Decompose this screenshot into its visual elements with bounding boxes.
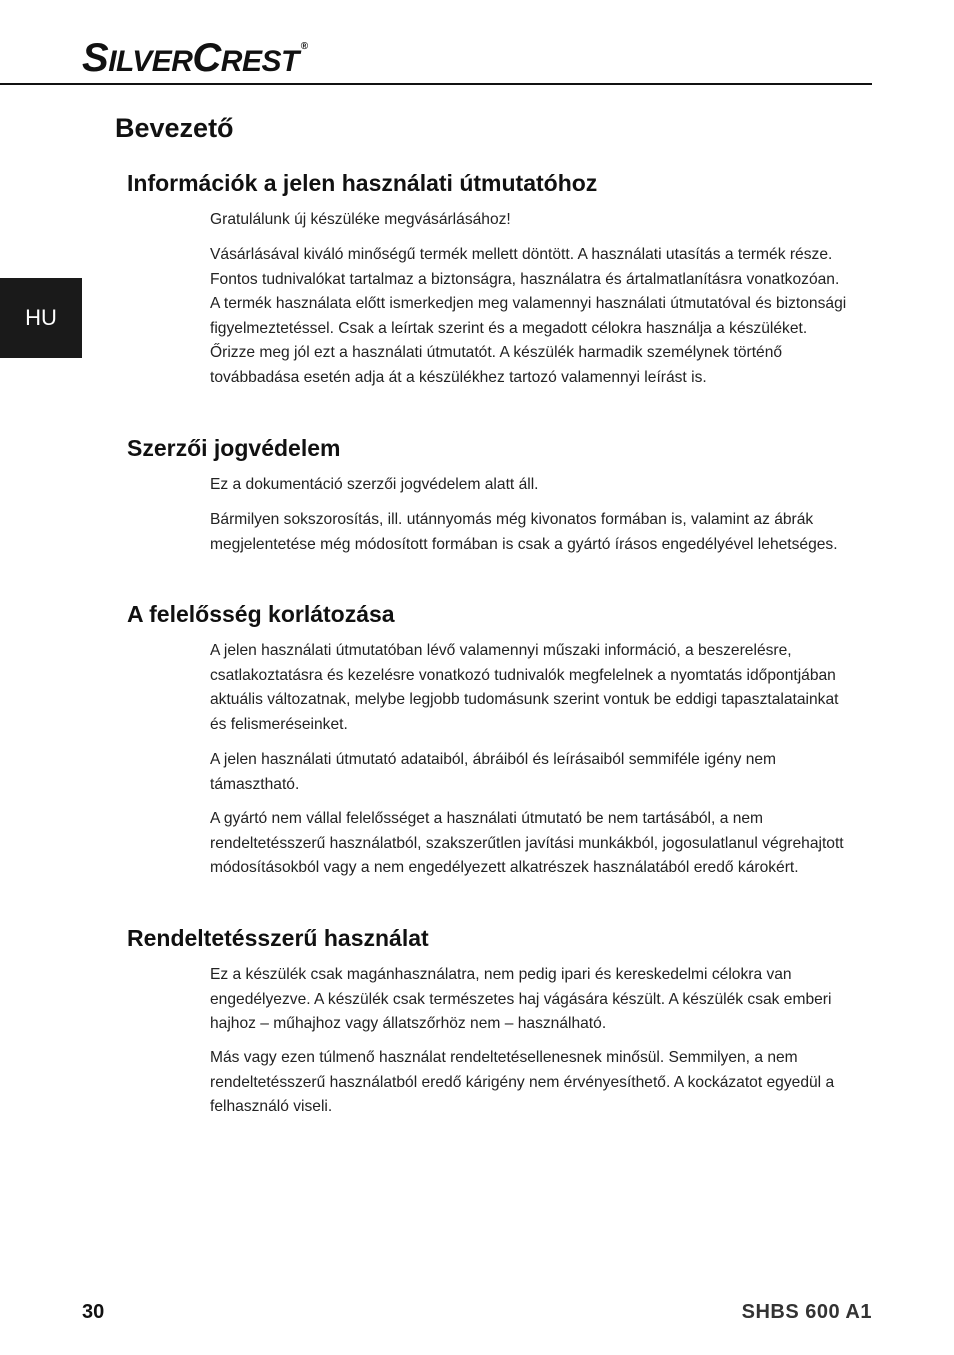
paragraph: A jelen használati útmutató adataiból, ábráiból és leírásaiból semmiféle igény nem támasztható.	[210, 751, 777, 793]
paragraph: Más vagy ezen túlmenő használat rendeltetésellenesnek minősül. Semmilyen, a nem rendeltetésszerű használatból eredő kárigény nem érvényesíthető. A kockázatot egyedül a felhasználó viseli.	[210, 1049, 835, 1116]
paragraph: Vásárlásával kiváló minőségű termék mellett döntött. A használati utasítás a termék része. Fontos tudnivalókat tartalmaz a biztonságra, használatra és ártalmatlanításra vonatkozóan. A termék használata előtt ismerkedjen meg valamennyi használati útmutatóval és biztonsági figyelmeztetéssel. Csak a leírtak szerint és a megadott célokra használja a készüléket. Őrizze meg jól ezt a használati útmutatót. A készülék harmadik személynek történő továbbadása esetén adja át a készülékhez tartozó valamennyi leírást is.	[210, 246, 847, 386]
paragraph: Ez a készülék csak magánhasználatra, nem pedig ipari és kereskedelmi célokra van engedélyezve. A készülék csak természetes haj vágására készült. A készülék csak emberi hajhoz – műhajhoz vagy állatszőrhöz nem – használható.	[210, 966, 832, 1033]
page-number: 30	[82, 1301, 105, 1323]
logo-letter: S	[82, 36, 109, 80]
paragraph: Ez a dokumentáció szerzői jogvédelem alatt áll.	[210, 476, 539, 493]
section-heading: Információk a jelen használati útmutatóhoz	[127, 170, 598, 196]
paragraph: Bármilyen sokszorosítás, ill. utánnyomás még kivonatos formában is, valamint az ábrák megjelentetése még módosított formában is csak a gyártó írásos engedélyével lehetséges.	[210, 511, 838, 553]
paragraph: A jelen használati útmutatóban lévő valamennyi műszaki információ, a beszerelésre, csatlakoztatásra és kezelésre vonatkozó tudnivalók megfelelnek a nyomtatás időpontjában aktuális változatnak, melybe legjobb tudomásunk szerint vontuk be eddigi tapasztalatainkat és felismeréseinket.	[210, 642, 839, 733]
paragraph: Gratulálunk új készüléke megvásárlásához!	[210, 211, 511, 228]
registered-mark: ®	[300, 41, 308, 52]
logo-letters: ILVER	[108, 45, 193, 78]
logo-letters: REST	[220, 45, 299, 78]
language-tab	[0, 278, 82, 358]
section-heading: Szerzői jogvédelem	[127, 435, 341, 461]
language-code: HU	[25, 305, 57, 330]
page-title: Bevezető	[115, 113, 234, 143]
silvercrest-logo	[82, 36, 308, 81]
model-number: SHBS 600 A1	[741, 1301, 872, 1323]
section-heading: A felelősség korlátozása	[127, 601, 395, 627]
header-divider	[0, 83, 872, 85]
paragraph: A gyártó nem vállal felelősséget a használati útmutató be nem tartásából, a nem rendeltetésszerű használatból, szakszerűtlen javítási munkákból, jogosulatlanul végrehajtott módosításokból vagy a nem engedélyezett alkatrészek használatából eredő károkért.	[210, 810, 844, 877]
logo-letter: C	[192, 36, 221, 80]
section-heading: Rendeltetésszerű használat	[127, 925, 429, 951]
